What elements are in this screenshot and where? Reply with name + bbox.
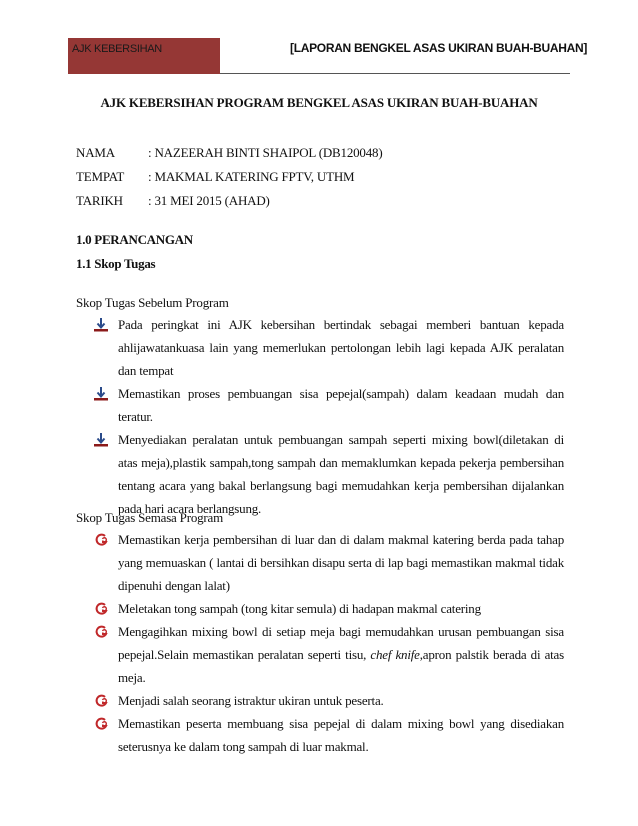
list-item [94,597,564,620]
document-title: AJK KEBERSIHAN PROGRAM BENGKEL ASAS UKIRAN BUAH-BUAHAN [100,95,538,110]
list-item-text: Memastikan kerja pembersihan di luar dan di dalam makmal katering berda pada tahap yang memuaskan ( lantai di bersihkan disapu serta di lap bagi memastikan makmal tidak dipenuhi dengan lalat) [118,532,564,593]
list-item-italic-term: chef knife [370,647,420,662]
list-item [94,382,564,428]
info-label: TEMPAT [76,169,125,184]
swirl-icon [94,694,108,708]
during-program-list [94,528,564,758]
swirl-icon [94,625,108,639]
info-row-nama [76,145,382,161]
list-item [94,528,564,597]
arrow-down-bar-icon [94,433,108,447]
list-item-text: Menyediakan peralatan untuk pembuangan sampah seperti mixing bowl(diletakan di atas meja),plastik sampah,tong sampah dan memaklumkan kepada pekerja pembersihan tentang acara yang bakal berlangsung bagi memudahkan kerja pembersihan dijalankan pada hari acara berlangsung. [118,432,564,516]
info-row-tempat [76,169,354,185]
section-heading: 1.0 PERANCANGAN [76,232,193,247]
info-label: TARIKH [76,193,123,208]
header-left-label: AJK KEBERSIHAN [72,43,162,55]
list-item-text: Pada peringkat ini AJK kebersihan bertindak sebagai memberi bantuan kepada ahlijawatankuasa lain yang memerlukan pertolongan lebih lagi kepada AJK peralatan dan tempat [118,317,564,378]
list-item [94,313,564,382]
info-row-tarikh [76,193,270,209]
swirl-icon [94,602,108,616]
list-item-text: Memastikan peserta membuang sisa pepejal di dalam mixing bowl yang disediakan seterusnya ke dalam tong sampah di luar makmal. [118,716,564,754]
list-item-text: Meletakan tong sampah (tong kitar semula) di hadapan makmal catering [118,601,481,616]
info-value: : MAKMAL KATERING FPTV, UTHM [148,169,355,184]
list-item [94,712,564,758]
info-value: : NAZEERAH BINTI SHAIPOL (DB120048) [148,145,383,160]
subsection-heading: 1.1 Skop Tugas [76,256,156,271]
during-program-heading: Skop Tugas Semasa Program [76,510,224,525]
header-divider [220,73,570,74]
header-left-block [68,38,220,74]
list-item [94,428,564,520]
page-header [0,0,638,74]
swirl-icon [94,533,108,547]
list-item [94,689,564,712]
arrow-down-bar-icon [94,387,108,401]
swirl-icon [94,717,108,731]
list-item-text: Memastikan proses pembuangan sisa pepejal(sampah) dalam keadaan mudah dan teratur. [118,386,564,424]
arrow-down-bar-icon [94,318,108,332]
before-program-list [94,313,564,520]
header-right-label: [LAPORAN BENGKEL ASAS UKIRAN BUAH-BUAHAN] [290,41,588,55]
info-value: : 31 MEI 2015 (AHAD) [148,193,270,208]
list-item-text-part: ,apron palstik berada di atas meja. [118,647,564,685]
list-item [94,620,564,689]
list-item-text [118,624,564,685]
list-item-text-part: Mengagihkan mixing bowl di setiap meja bagi memudahkan urusan pembuangan sisa pepejal.Selain memastikan peralatan seperti tisu, [118,624,564,662]
info-label: NAMA [76,145,115,160]
before-program-heading: Skop Tugas Sebelum Program [76,295,229,310]
list-item-text: Menjadi salah seorang istraktur ukiran untuk peserta. [118,693,384,708]
